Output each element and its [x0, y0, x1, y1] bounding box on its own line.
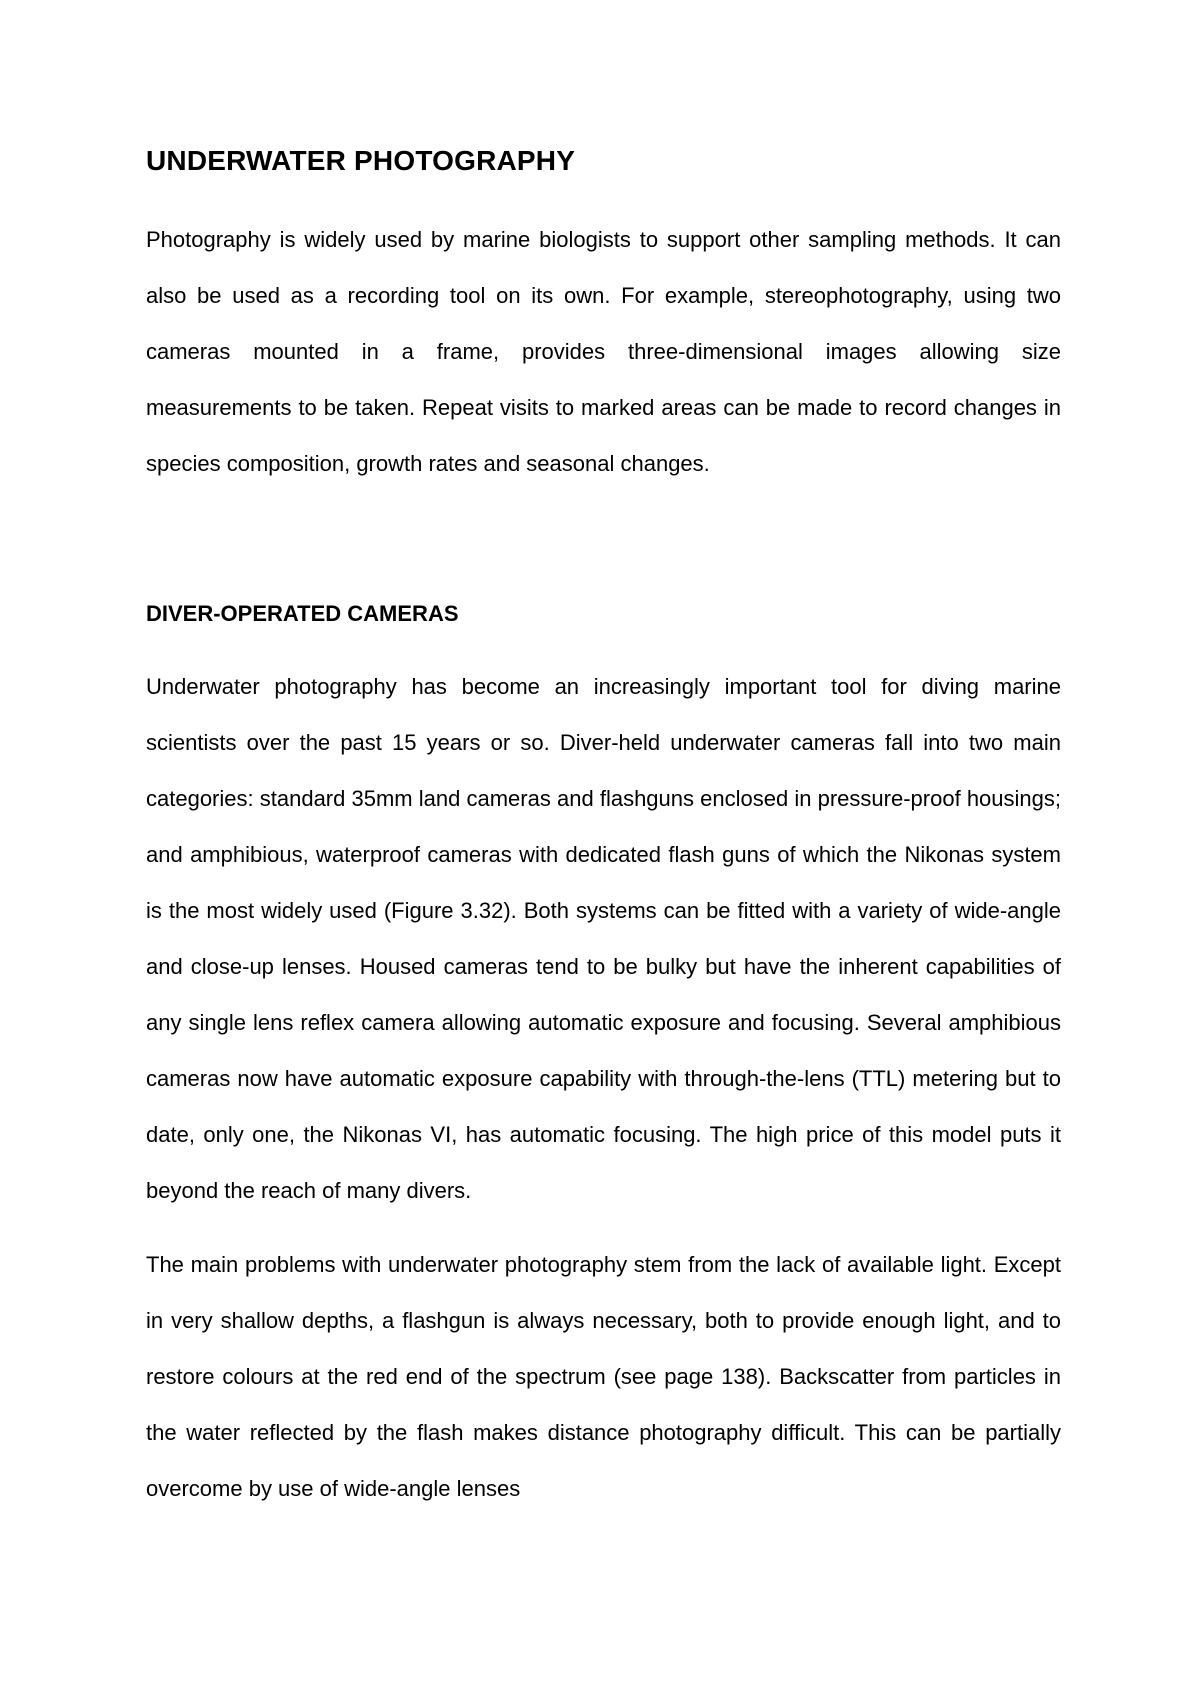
- page-title: UNDERWATER PHOTOGRAPHY: [146, 145, 576, 176]
- body-paragraph: The main problems with underwater photography stem from the lack of available light. Except in very shallow depths, a flashgun is always necessary, both to provide enough light, and to restore colours at the red end of the spectrum (see page 138). Backscatter from particles in the water reflected by the flash makes distance photography difficult. This can be partially overcome by use of wide-angle lenses: [146, 1252, 1061, 1501]
- section-heading: DIVER-OPERATED CAMERAS: [146, 601, 459, 626]
- document-body: [146, 140, 1061, 1517]
- intro-paragraph: Photography is widely used by marine biologists to support other sampling methods. It can also be used as a recording tool on its own. For example, stereophotography, using two cameras mounted in a frame, provides three-dimensional images allowing size measurements to be taken. Repeat visits to marked areas can be made to record changes in species composition, growth rates and seasonal changes.: [146, 227, 1061, 476]
- body-paragraph: Underwater photography has become an increasingly important tool for diving marine scientists over the past 15 years or so. Diver-held underwater cameras fall into two main categories: standard 35mm land cameras and flashguns enclosed in pressure-proof housings; and amphibious, waterproof cameras with dedicated flash guns of which the Nikonas system is the most widely used (Figure 3.32). Both systems can be fitted with a variety of wide-angle and close-up lenses. Housed cameras tend to be bulky but have the inherent capabilities of any single lens reflex camera allowing automatic exposure and focusing. Several amphibious cameras now have automatic exposure capability with through-the-lens (TTL) metering but to date, only one, the Nikonas VI, has automatic focusing. The high price of this model puts it beyond the reach of many divers.: [146, 674, 1061, 1203]
